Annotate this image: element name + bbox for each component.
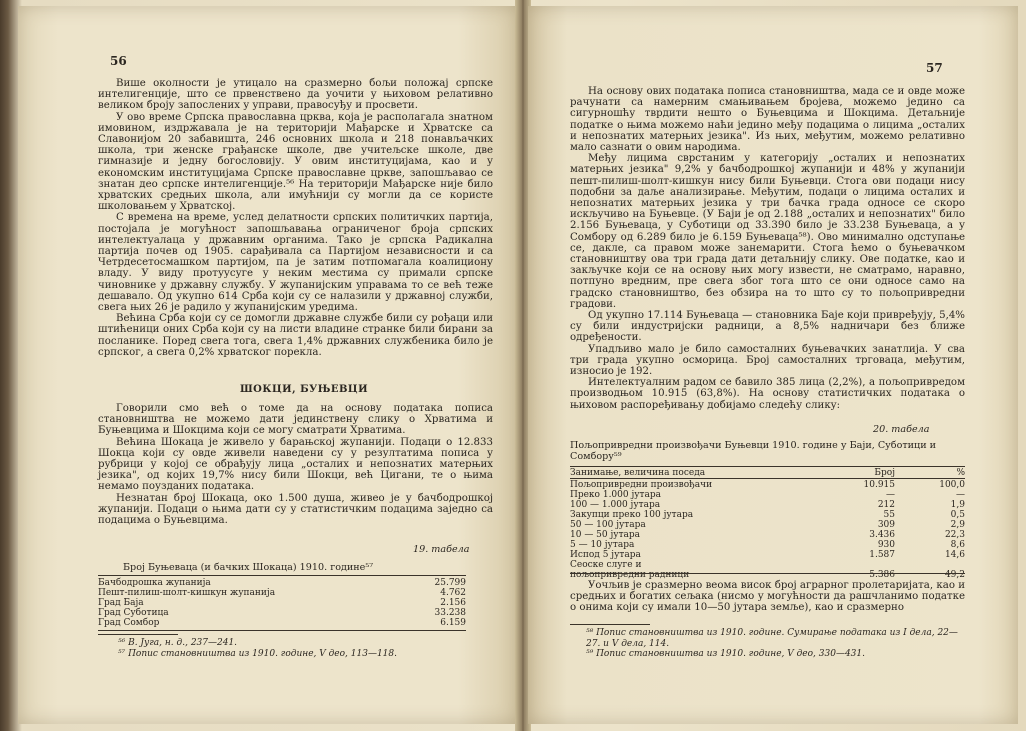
row-pct: 2,9 [950, 520, 965, 530]
column-header: % [956, 468, 965, 478]
table-row [98, 608, 466, 618]
footnote: ⁵⁶ В. Југа, н. д., 237—241. [118, 638, 238, 648]
paragraph: Интелектуалним радом се бавило 385 лица (2,2%), а пољопривредом производњом 10.915 (63,8%). На основу статистичких података о њиховом распоређивању добијамо следећу слику: [570, 377, 965, 411]
row-count: — [886, 490, 895, 500]
right-page [528, 6, 1018, 724]
row-count: 10.915 [863, 480, 895, 490]
row-label: Пољопривредни произвођачи [570, 480, 713, 490]
table-row [570, 530, 965, 540]
body-text-2 [570, 580, 965, 614]
row-label: Испод 5 јутара [570, 550, 641, 560]
table-row [570, 480, 965, 490]
row-value: 4.762 [440, 588, 466, 598]
row-count: 930 [877, 540, 895, 550]
paragraph: Више околности је утицало на сразмерно бољи положај српске интелигенције, што се првенствено да уочити у њиховом релативно великом броју запослених у управи, правосуђу и просвети. [98, 78, 493, 112]
paragraph: Говорили смо већ о томе да на основу података пописа становништва не можемо дати јединствену слику о Хрватима и Буњевцима и Шокцима који се могу сматрати Хрватима. [98, 403, 493, 437]
paragraph: С времена на време, услед делатности српских политичких партија, постојала је могућност запошљавања ограниченог броја српских интелектуалаца у државним органима. Тако је српска Радикална партија почев од 1905. сарађивала са Партијом независности и са Четрдесетосмашком партијом, па је затим потпомагала коалициону владу. У виду протуусуге у неким местима су примали српске чиновнике у државну службу. У жупанијским управама то се већ теже дешавало. Од укупно 614 Срба који су се налазили у државној служби, свега њих 26 је радило у жупанијским уредима. [98, 212, 493, 314]
footnotes [118, 638, 498, 659]
row-label: Преко 1.000 јутара [570, 490, 662, 500]
row-pct: 100,0 [939, 480, 965, 490]
table-number: 19. табела [413, 544, 470, 555]
row-label: Пешт-пилиш-шолт-кишкун жупанија [98, 588, 276, 598]
footnote: ⁵⁷ Попис становништва из 1910. године, V део, 113—118. [118, 648, 397, 659]
row-count: 309 [877, 520, 895, 530]
table-number: 20. табела [873, 424, 930, 435]
footnote-rule [98, 634, 178, 635]
row-pct: 14,6 [944, 550, 965, 560]
row-pct: 49,2 [944, 570, 965, 580]
row-count [825, 560, 895, 570]
page-number: 56 [110, 54, 127, 68]
row-value: 6.159 [440, 618, 466, 628]
paragraph: У ово време Српска православна црква, која је располагала знатном имовином, издржавала је на територији Мађарске и Хрватске са Славонијом 20 забавишта, 246 основних школа и 218 понављачких школа, три женске грађанске школе, две учитељске школе, две гимназије и једну богословију. У овим институцијама, као и у економским институцијама Српске православне цркве, запошљавао се знатан део српске интелигенције.⁵⁶ На територији Мађарске није било хрватских средњих школа, али имућнији су могли да се користе школовањем у Хрватској. [98, 111, 493, 213]
row-label: Закупци преко 100 јутара [570, 510, 694, 520]
table-row [98, 618, 466, 628]
row-label: Град Суботица [98, 608, 169, 618]
row-pct [895, 560, 965, 570]
table-row [570, 550, 965, 560]
body-text [570, 86, 965, 411]
row-count: 212 [877, 500, 895, 510]
row-pct: 1,9 [950, 500, 965, 510]
table-row [98, 598, 466, 608]
footnote: ⁵⁹ Попис становништва из 1910. године, V део, 330—431. [586, 649, 865, 659]
row-label: 50 — 100 јутара [570, 520, 646, 530]
paragraph: Већина Срба који су се домогли државне службе били су рођаци или штићеници оних Срба који су на листи владине странке били бирани за посланике. Поред свега тога, свега 1,4% државних службеника било је српског, а свега 0,2% хрватског порекла. [98, 313, 493, 358]
row-value: 2.156 [440, 598, 466, 608]
paragraph: Уочљив је сразмерно веома висок број аграрног пролетаријата, као и средњих и богатих сељака (нисмо у могућности да рашчланимо податке о онима који су имали 10—50 јутара земље), као и сразмерно [570, 580, 965, 614]
row-label: Град Сомбор [98, 618, 160, 628]
divider [98, 630, 466, 631]
table-header-row [570, 468, 965, 479]
paragraph: На основу ових података пописа становништва, мада се и овде може рачунати са намерним смањивањем бројева, можемо једино са сигурношћу тврдити нешто о Буњевцима и Шокцима. Детаљније податке о њима можемо наћи једино међу подацима о лицима „осталих и непознатих матерњих језика". Из њих, међутим, можемо релативно мало сазнати о овим народима. [570, 86, 965, 154]
table-row [570, 500, 965, 510]
page-number: 57 [926, 61, 943, 75]
row-label: Град Баја [98, 598, 144, 608]
paragraph: Незнатан број Шокаца, око 1.500 душа, живео је у бачбодрошкој жупанији. Подаци о њима дати су у статистичким подацима заједно са подацима о Буњевцима. [98, 492, 493, 527]
row-count: 5.386 [869, 570, 895, 580]
row-label: Сеоске слуге и [570, 560, 642, 570]
footnote-rule [570, 624, 650, 625]
column-header: Занимање, величина поседа [570, 468, 706, 478]
table-row [570, 490, 965, 500]
row-label: 100 — 1.000 јутара [570, 500, 661, 510]
footnotes [586, 628, 971, 660]
row-count: 1.587 [869, 550, 895, 560]
table-row [570, 540, 965, 550]
table-row [98, 588, 466, 598]
table-caption: Број Буњеваца (и бачких Шокаца) 1910. године⁵⁷ [123, 562, 374, 573]
paragraph: Од укупно 17.114 Буњеваца — становника Баје који привређују, 5,4% су били индустријски радници, а 8,5% надничари без ближе одређености. [570, 310, 965, 344]
divider [570, 466, 965, 467]
row-pct: — [956, 490, 965, 500]
row-pct: 8,6 [950, 540, 965, 550]
body-text-2 [98, 403, 493, 526]
column-header: Број [874, 468, 895, 478]
row-count: 55 [883, 510, 895, 520]
table-row [570, 510, 965, 520]
row-label: 10 — 50 јутара [570, 530, 641, 540]
paragraph: Већина Шокаца је живело у барањској жупанији. Подаци о 12.833 Шокца који су овде живели наведени су у резултатима пописа у рубрици у којој се обрађују лица „осталих и непознатих матерњих језика", од којих 19,7% нису били Шокци, већ Цигани, те о њима немамо поуздaних података. [98, 436, 493, 493]
row-value: 33.238 [434, 608, 466, 618]
row-value: 25.799 [434, 578, 466, 588]
data-table [570, 468, 965, 580]
row-label: Бачбодрошка жупанија [98, 578, 211, 588]
data-table [98, 578, 466, 628]
table-caption: Пољопривредни произвођачи Буњевци 1910. године у Баји, Суботици и Сомбору⁵⁹ [570, 440, 937, 462]
section-heading: ШОКЦИ, БУЊЕВЦИ [240, 384, 369, 395]
footnote: ⁵⁸ Попис становништва из 1910. године. Сумирање података из I дела, 22—27. и V дела, 114. [586, 628, 958, 649]
row-count: 3.436 [869, 530, 895, 540]
table-row [570, 570, 965, 580]
row-pct: 22,3 [944, 530, 965, 540]
row-label: пољопривредни радници [570, 570, 690, 580]
left-page [18, 6, 518, 724]
table-row [570, 520, 965, 530]
divider [570, 573, 965, 574]
body-text [98, 78, 493, 358]
row-label: 5 — 10 јутара [570, 540, 635, 550]
paragraph: Упадљиво мало је било самосталних буњевачких занатлија. У сва три града укупно осморица. Број самосталних трговаца, међутим, износио је 192. [570, 343, 965, 378]
divider [98, 575, 466, 576]
row-pct: 0,5 [950, 510, 965, 520]
paragraph: Међу лицима сврстаним у категорију „осталих и непознатих матерњих језика" 9,2% у бачбодрошкој жупанији и 48% у жупанији пешт-пилиш-шолт-кишкун нису били Буњевци. Стога ови подаци нису подобни за даље анализирање. Међутим, подаци о лицима осталих и непознатих матерњих језика у три бачка града односе се скоро искључиво на Буњевце. (У Баји је од 2.188 „осталих и непознатих" било 2.156 Буњеваца, у Суботици од 33.390 било је 33.238 Буњеваца, а у Сомбору од 6.289 било је 6.159 Буњеваца⁵⁸). Ово минимално одступање се, дакле, са правом може занемарити. Стога ћемо о буњевачком становништву ова три града дати детаљнију слику. Ове податке, као и закључке који се на основу њих могу извести, не сматрамо, наравно, потпуно вредним, пре свега због тога што се они односе само на градско становништво, без обзира на то што су то пољопривредни градови. [570, 153, 965, 310]
table-row [98, 578, 466, 588]
table-row [570, 560, 965, 570]
